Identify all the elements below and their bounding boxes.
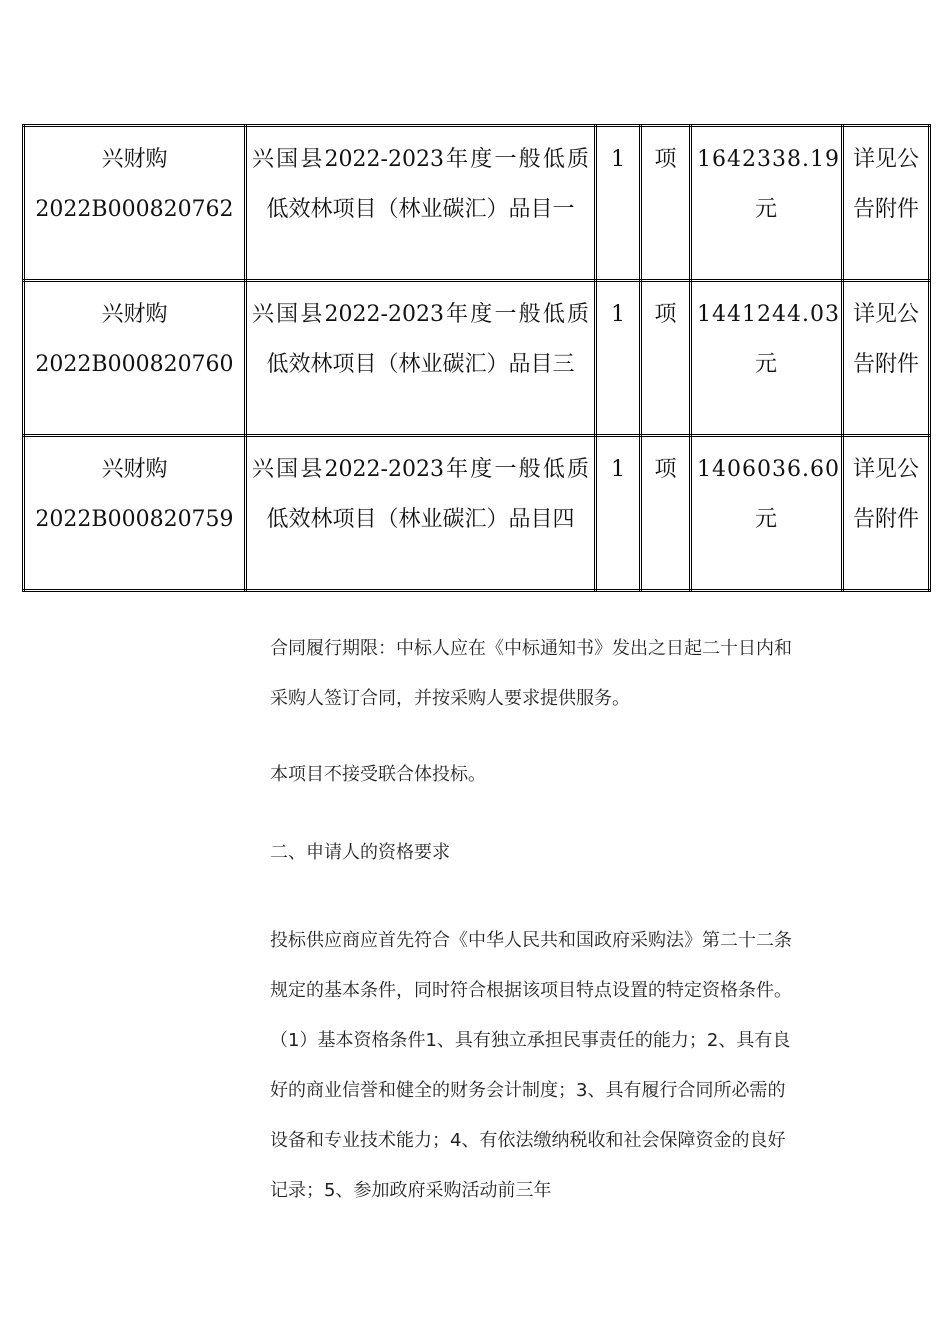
table-row — [24, 126, 930, 281]
unit-cell: 项 — [641, 281, 691, 436]
project-code: 2022B000820762 — [35, 197, 234, 222]
project-name: 兴国县2022-2023年度一般低质低效林项目（林业碳汇）品目三 — [252, 302, 589, 377]
amount-unit: 元 — [754, 352, 778, 377]
table-row — [24, 281, 930, 436]
project-name: 兴国县2022-2023年度一般低质低效林项目（林业碳汇）品目一 — [252, 147, 589, 222]
contract-term-text: 合同履行期限：中标人应在《中标通知书》发出之日起二十日内和采购人签订合同，并按采购人要求提供服务。 — [270, 638, 792, 709]
project-code-cell — [24, 436, 246, 591]
project-name-cell — [246, 126, 596, 281]
qualification-paragraph — [270, 916, 795, 1216]
table-row — [24, 436, 930, 591]
project-code: 2022B000820760 — [35, 352, 234, 377]
detail-cell: 详见公告附件 — [843, 281, 930, 436]
unit-cell: 项 — [641, 436, 691, 591]
project-code-prefix: 兴财购 — [101, 457, 168, 482]
consortium-text: 本项目不接受联合体投标。 — [270, 764, 486, 785]
quantity-cell: 1 — [596, 281, 641, 436]
project-code: 2022B000820759 — [35, 507, 234, 532]
qualification-text: 投标供应商应首先符合《中华人民共和国政府采购法》第二十二条规定的基本条件，同时符合根据该项目特点设置的特定资格条件。（1）基本资格条件1、具有独立承担民事责任的能力；2、具有良好的商业信誉和健全的财务会计制度；3、具有履行合同所必需的设备和专业技术能力；4、有依法缴纳税收和社会保障资金的良好记录；5、参加政府采购活动前三年 — [270, 930, 792, 1201]
amount-value: 1642338.19 — [697, 147, 840, 172]
project-name-cell — [246, 281, 596, 436]
detail-cell: 详见公告附件 — [843, 436, 930, 591]
detail-cell: 详见公告附件 — [843, 126, 930, 281]
amount-unit: 元 — [754, 507, 778, 532]
amount-unit: 元 — [754, 197, 778, 222]
section-heading — [270, 828, 795, 878]
unit-cell: 项 — [641, 126, 691, 281]
section-heading-text: 二、申请人的资格要求 — [270, 842, 450, 863]
project-name: 兴国县2022-2023年度一般低质低效林项目（林业碳汇）品目四 — [252, 457, 589, 532]
amount-cell — [691, 126, 843, 281]
project-code-cell — [24, 281, 246, 436]
quantity-cell: 1 — [596, 436, 641, 591]
project-code-cell — [24, 126, 246, 281]
contract-term-paragraph — [270, 624, 795, 724]
amount-value: 1406036.60 — [697, 457, 840, 482]
project-code-prefix: 兴财购 — [101, 302, 168, 327]
amount-value: 1441244.03 — [697, 302, 840, 327]
project-code-prefix: 兴财购 — [101, 147, 168, 172]
quantity-cell: 1 — [596, 126, 641, 281]
consortium-paragraph — [270, 750, 795, 800]
amount-cell — [691, 281, 843, 436]
amount-cell — [691, 436, 843, 591]
procurement-items-table — [22, 124, 931, 592]
project-name-cell — [246, 436, 596, 591]
